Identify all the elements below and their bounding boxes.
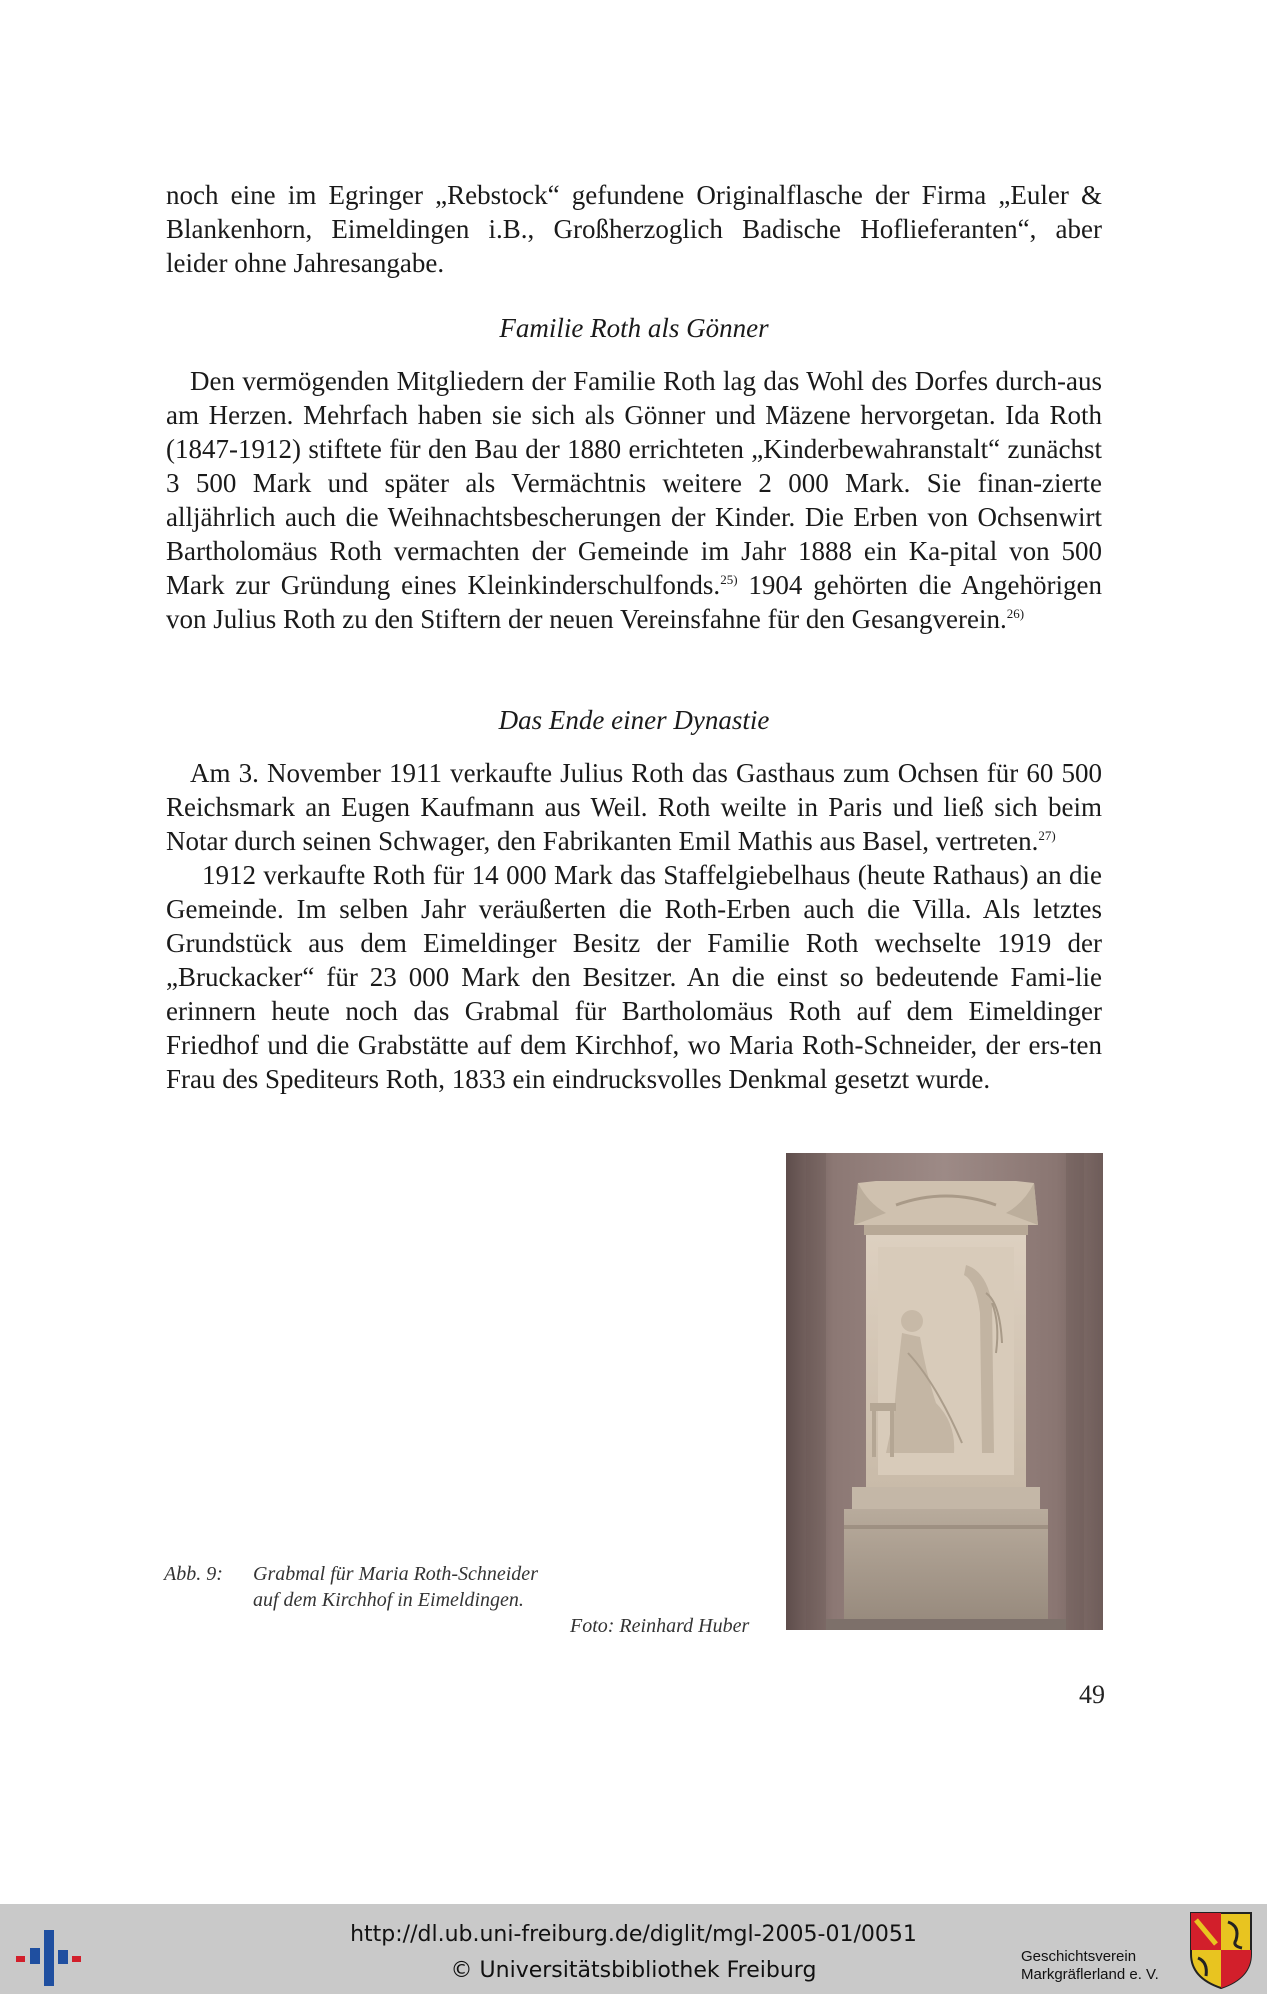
intro-line-3: leider ohne Jahresangabe. bbox=[166, 248, 445, 278]
photo-credit: Foto: Reinhard Huber bbox=[570, 1615, 750, 1637]
footnote-ref-27: 27) bbox=[1038, 828, 1056, 843]
society-name-line-1: Geschichtsverein bbox=[1021, 1948, 1137, 1965]
footnote-ref-25: 25) bbox=[720, 572, 738, 587]
society-name-line-2: Markgräflerland e. V. bbox=[1021, 1966, 1159, 1983]
section1-text-a: Den vermögenden Mitgliedern der Familie Roth lag das Wohl des Dorfes durch-aus am Herzen. Mehrfach haben sie sich als Gönner und Mäzene hervorgetan. Ida Roth (1847-1912) stiftete für den Bau der 1880 errichteten „Kinderbewahranstalt“ zunächst 3 500 Mark und später als Vermächtnis weitere 2 000 Mark. Sie finan-zierte alljährlich auch die Weihnachtsbescherungen der Kinder. Die Erben von Ochsenwirt Bartholomäus Roth vermachten der Gemeinde im Jahr 1888 ein Ka-pital von 500 Mark zur Gründung eines Kleinkinderschulfonds. bbox=[166, 366, 1102, 600]
gravestone-photo bbox=[786, 1153, 1103, 1630]
copyright-notice: © Universitätsbibliothek Freiburg bbox=[450, 1958, 817, 1983]
figure-label: Abb. 9: bbox=[164, 1563, 223, 1585]
figure-caption-line-2: auf dem Kirchhof in Eimeldingen. bbox=[253, 1589, 524, 1611]
document-url-link[interactable]: http://dl.ub.uni-freiburg.de/diglit/mgl-2005-01/0051 bbox=[350, 1922, 917, 1947]
section1-text-b: 1904 gehörten die Angehörigen von Julius Roth zu den Stiftern der neuen Vereinsfahne für den Gesangverein. bbox=[166, 570, 1102, 634]
intro-paragraph bbox=[166, 178, 1102, 280]
section1-paragraph bbox=[166, 364, 1102, 636]
gravestone-photo-image bbox=[786, 1153, 1103, 1630]
footer-bar bbox=[0, 1904, 1267, 1994]
section-heading-goenner: Familie Roth als Gönner bbox=[499, 313, 769, 343]
page-number: 49 bbox=[1079, 1680, 1105, 1709]
society-name bbox=[1021, 1948, 1159, 1984]
section2-body bbox=[166, 756, 1102, 1096]
figure-caption-line-1: Grabmal für Maria Roth-Schneider bbox=[253, 1563, 538, 1585]
coat-of-arms-icon bbox=[1188, 1910, 1254, 1990]
intro-line-1: noch eine im Egringer „Rebstock“ gefundene Originalflasche der Firma „Euler & bbox=[166, 180, 1102, 210]
footnote-ref-26: 26) bbox=[1006, 606, 1025, 621]
section-heading-dynastie: Das Ende einer Dynastie bbox=[498, 705, 770, 735]
section2-paragraph-2: 1912 verkaufte Roth für 14 000 Mark das Staffelgiebelhaus (heute Rathaus) an die Gemeinde. Im selben Jahr veräußerten die Roth-Erben auch die Villa. Als letztes Grundstück aus dem Eimeldinger Besitz der Familie Roth wechselte 1919 der „Bruckacker“ für 23 000 Mark den Besitzer. An die einst so bedeutende Fami-lie erinnern heute noch das Grabmal für Bartholomäus Roth auf dem Eimeldinger Friedhof und die Grabstätte auf dem Kirchhof, wo Maria Roth-Schneider, der ers-ten Frau des Spediteurs Roth, 1833 ein eindrucksvolles Denkmal gesetzt wurde. bbox=[166, 860, 1102, 1094]
intro-line-2: Blankenhorn, Eimeldingen i.B., Großherzoglich Badische Hoflieferanten“, aber bbox=[166, 214, 1102, 244]
section2-paragraph-1: Am 3. November 1911 verkaufte Julius Roth das Gasthaus zum Ochsen für 60 500 Reichsmark an Eugen Kaufmann aus Weil. Roth weilte in Paris und ließ sich beim Notar durch seinen Schwager, den Fabrikanten Emil Mathis aus Basel, vertreten. bbox=[166, 758, 1102, 856]
